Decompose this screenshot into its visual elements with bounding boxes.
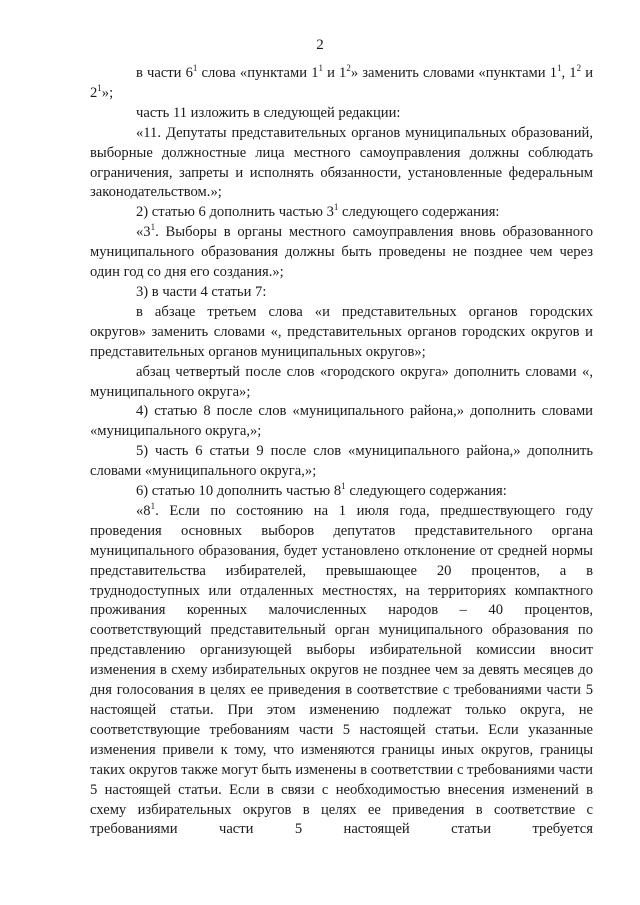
paragraph (90, 104, 593, 124)
document-body (90, 64, 593, 840)
text-segment: «11. Депутаты представительных органов муниципальных образований, выборные должностные лица местного самоуправления должны соблюдать ограничения, запреты и исполнять обязанности, установленные федеральным законодательством.»; (90, 124, 593, 201)
superscript: 2 (346, 63, 351, 73)
superscript: 1 (333, 202, 339, 213)
paragraph (90, 482, 593, 502)
page-number: 2 (316, 37, 324, 53)
paragraph (90, 64, 593, 104)
text-segment: абзац четвертый после слов «городского округа» дополнить словами «, муниципального округа»; (90, 363, 593, 400)
text-segment: слова «пунктами 1 (197, 65, 319, 81)
text-segment: и 2 (90, 65, 594, 101)
text-segment: «8 (136, 502, 151, 519)
text-segment: в части 6 (136, 65, 193, 81)
paragraph (90, 203, 593, 223)
superscript: 1 (318, 63, 323, 73)
superscript: 1 (192, 63, 198, 73)
text-segment: . Выборы в органы местного самоуправления вновь образованного муниципального образования должны быть проведены не позднее чем через один год со дня его создания.»; (90, 224, 593, 281)
superscript: 1 (150, 500, 156, 511)
text-segment: , 1 (561, 65, 577, 81)
superscript: 1 (97, 82, 102, 93)
paragraph (90, 303, 593, 363)
text-segment: 5) часть 6 статьи 9 после слов «муниципального района,» дополнить словами «муниципального округа,»; (90, 443, 593, 480)
text-segment: «3 (136, 224, 151, 241)
paragraph (90, 223, 593, 283)
text-segment: следующего содержания: (338, 204, 500, 221)
text-segment: следующего содержания: (345, 483, 507, 500)
paragraph (90, 363, 593, 403)
text-segment: часть 11 изложить в следующей редакции: (136, 104, 401, 121)
text-segment: »; (101, 84, 114, 101)
paragraph (90, 283, 593, 303)
text-segment: 2) статью 6 дополнить частью 3 (136, 204, 334, 221)
superscript: 2 (576, 63, 582, 73)
paragraph (90, 502, 593, 840)
text-segment: 3) в части 4 статьи 7: (136, 283, 267, 300)
paragraph (90, 442, 593, 482)
paragraph (90, 402, 593, 442)
text-segment: 6) статью 10 дополнить частью 8 (136, 483, 342, 500)
superscript: 1 (341, 481, 346, 492)
text-segment: и 1 (323, 65, 347, 81)
text-segment: в абзаце третьем слова «и представительных органов городских округов» заменить словами «, представительных органов городских округов и представительных органов муниципальных округов»; (90, 303, 593, 360)
text-segment: 4) статью 8 после слов «муниципального района,» дополнить словами «муниципального округа,»; (90, 403, 593, 440)
text-segment: . Если по состоянию на 1 июля года, предшествующего году проведения основных выборов депутатов представительного органа муниципального образования, будет установлено отклонение от средней нормы представительства избирателей, превышающее 20 процентов, а в труднодоступных или отдаленных местностях, на территориях компактного проживания коренных малочисленных народов – 40 процентов, соответствующий представительный орган муниципального образования по представлению организующей выборы избирательной комиссии вносит изменения в схему избирательных округов не позднее чем за девять месяцев до дня голосования в целях ее приведения в соответствие с требованиями части 5 настоящей статьи. При этом изменению подлежат только округа, не соответствующие требованиям части 5 настоящей статьи. Если указанные изменения привели к тому, что изменяются границы иных округов, границы таких округов также могут быть изменены в соответствии с требованиями части 5 настоящей статьи. Если в связи с необходимостью внесения изменений в схему избирательных округов в целях ее приведения в соответствие с требованиями части 5 настоящей статьи требуется (90, 502, 593, 838)
text-segment: » заменить словами «пунктами 1 (350, 65, 558, 81)
paragraph (90, 124, 593, 204)
superscript: 1 (150, 222, 156, 233)
superscript: 1 (557, 63, 562, 73)
